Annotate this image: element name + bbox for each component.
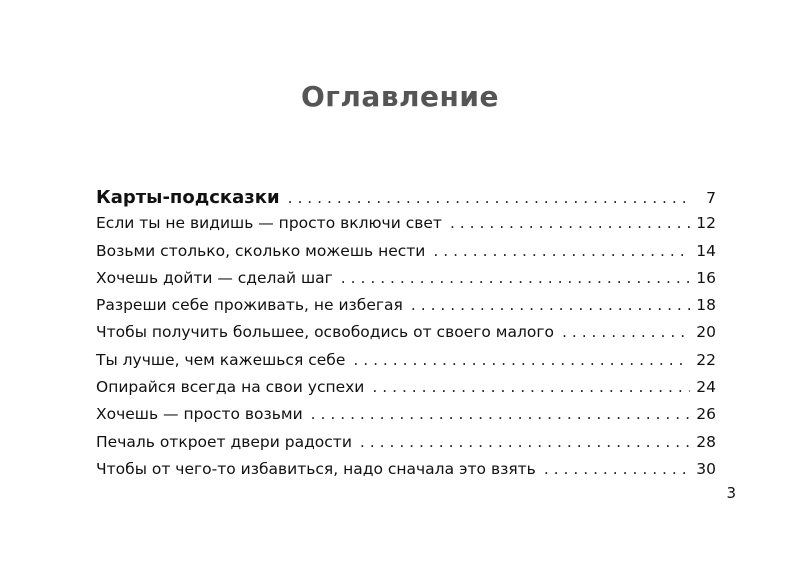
toc-entry-page: 24 — [696, 378, 716, 397]
toc-entry-label: Разреши себе проживать, не избегая — [96, 296, 403, 315]
toc-entry-page: 7 — [706, 189, 716, 207]
dot-leader — [433, 242, 690, 260]
toc-entry-page: 20 — [696, 323, 716, 342]
page-number: 3 — [726, 484, 736, 502]
dot-leader — [341, 269, 690, 287]
toc-entry-label: Возьми столько, сколько можешь нести — [96, 241, 426, 260]
toc-entry-label: Если ты не видишь — просто включи свет — [96, 214, 442, 233]
toc-entry-page: 18 — [696, 296, 716, 315]
toc-entry-page: 12 — [696, 214, 716, 233]
toc-entry-page: 16 — [696, 268, 716, 287]
toc-entry — [96, 460, 716, 487]
dot-leader — [288, 189, 690, 207]
dot-leader — [411, 296, 690, 314]
toc-entry — [96, 296, 716, 323]
dot-leader — [562, 323, 690, 341]
toc-entry — [96, 269, 716, 296]
dot-leader — [372, 378, 690, 396]
toc-entry-page: 30 — [696, 459, 716, 478]
dot-leader — [353, 351, 690, 369]
toc-entry-page: 14 — [696, 241, 716, 260]
toc-entry-label: Ты лучше, чем кажешься себе — [96, 350, 346, 369]
toc-entry — [96, 405, 716, 432]
dot-leader — [360, 433, 690, 451]
toc-entry-label: Опирайся всегда на свои успехи — [96, 378, 365, 397]
toc-entry — [96, 351, 716, 378]
toc-entry-label: Чтобы получить большее, освободись от своего малого — [96, 323, 554, 342]
toc-entry — [96, 187, 716, 214]
toc-entry-label: Чтобы от чего-то избавиться, надо сначала это взять — [96, 459, 536, 478]
toc-entry-page: 26 — [696, 405, 716, 424]
table-of-contents — [96, 187, 716, 487]
toc-entry-label: Печаль откроет двери радости — [96, 432, 352, 451]
toc-entry — [96, 214, 716, 241]
toc-entry-page: 22 — [696, 350, 716, 369]
dot-leader — [544, 460, 690, 478]
dot-leader — [450, 214, 690, 232]
toc-entry-label: Хочешь дойти — сделай шаг — [96, 268, 333, 287]
dot-leader — [311, 405, 690, 423]
toc-entry-label: Карты-подсказки — [96, 187, 280, 208]
toc-entry-label: Хочешь — просто возьми — [96, 405, 303, 424]
toc-entry — [96, 378, 716, 405]
toc-entry — [96, 242, 716, 269]
page-title: Оглавление — [300, 80, 499, 113]
toc-entry — [96, 323, 716, 350]
toc-entry-page: 28 — [696, 432, 716, 451]
toc-entry — [96, 433, 716, 460]
